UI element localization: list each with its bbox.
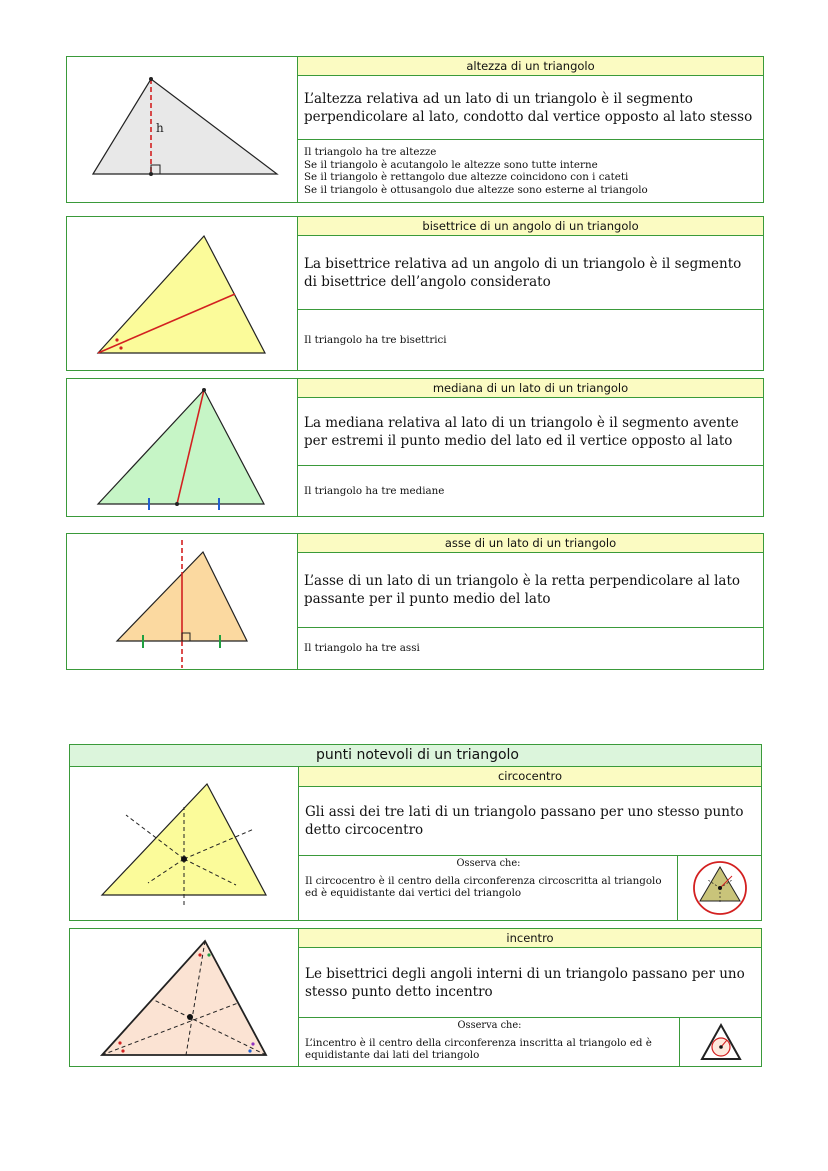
- height-label: h: [156, 121, 164, 135]
- note-text: Il circocentro è il centro della circonferenza circoscritta al triangolo ed è equidistante dai vertici del triangolo: [305, 874, 662, 899]
- altezza-figure: [67, 57, 298, 202]
- altezza-definition: L’altezza relativa ad un lato di un triangolo è il segmento perpendicolare al lato, condotto dal vertice opposto al lato stesso: [298, 76, 763, 140]
- note-line: Il triangolo ha tre mediane: [304, 484, 445, 497]
- asse-text: [298, 534, 763, 669]
- mediana-notes: [298, 466, 763, 516]
- note-line: Il triangolo ha tre altezze: [304, 146, 437, 158]
- note-line: Il triangolo ha tre bisettrici: [304, 333, 447, 346]
- altezza-header: altezza di un triangolo: [298, 57, 763, 76]
- card-mediana: [66, 378, 764, 517]
- note-line: Il triangolo ha tre assi: [304, 642, 420, 655]
- card-incentro: [69, 928, 762, 1067]
- circocentro-figure: [70, 767, 299, 920]
- incentro-header: incentro: [299, 929, 761, 948]
- observe-label: Osserva che:: [456, 858, 521, 869]
- section-title: punti notevoli di un triangolo: [69, 744, 762, 767]
- asse-definition: L’asse di un lato di un triangolo è la retta perpendicolare al lato passante per il punto medio del lato: [298, 553, 763, 628]
- bisettrice-text: [298, 217, 763, 370]
- bisettrice-triangle: [98, 236, 265, 353]
- mediana-header: mediana di un lato di un triangolo: [298, 379, 763, 398]
- bisettrice-definition: La bisettrice relativa ad un angolo di un triangolo è il segmento di bisettrice dell’angolo considerato: [298, 236, 763, 310]
- bisettrice-figure: [67, 217, 298, 370]
- incircle-thumbnail: [679, 1018, 761, 1066]
- mediana-figure: [67, 379, 298, 516]
- card-asse: [66, 533, 764, 670]
- circocentro-header: circocentro: [299, 767, 761, 787]
- card-circocentro: [69, 767, 762, 921]
- incentro-text: [299, 929, 761, 1066]
- asse-notes: [298, 628, 763, 669]
- circocentro-triangle: [102, 784, 266, 895]
- circumcenter-point: [181, 856, 187, 862]
- circumcircle-thumbnail: [677, 856, 761, 920]
- mediana-definition: La mediana relativa al lato di un triangolo è il segmento avente per estremi il punto medio del lato ed il vertice opposto al lato: [298, 398, 763, 466]
- note-line: Se il triangolo è acutangolo le altezze sono tutte interne: [304, 158, 598, 171]
- card-bisettrice: [66, 216, 764, 371]
- note-text: L’incentro è il centro della circonferenza inscritta al triangolo ed è equidistante dai lati del triangolo: [305, 1036, 652, 1061]
- circocentro-definition: Gli assi dei tre lati di un triangolo passano per uno stesso punto detto circocentro: [299, 787, 761, 856]
- note-line: Se il triangolo è ottusangolo due altezze sono esterne al triangolo: [304, 183, 648, 196]
- incenter-point: [187, 1014, 193, 1020]
- incentro-notes: [299, 1018, 680, 1066]
- note-line: Se il triangolo è rettangolo due altezze coincidono con i cateti: [304, 171, 629, 183]
- bisettrice-header: bisettrice di un angolo di un triangolo: [298, 217, 763, 236]
- circocentro-notes: [299, 856, 678, 920]
- altezza-triangle: [93, 79, 277, 174]
- observe-label: Osserva che:: [457, 1020, 522, 1031]
- asse-header: asse di un lato di un triangolo: [298, 534, 763, 553]
- incentro-figure: [70, 929, 299, 1066]
- bisettrice-notes: [298, 310, 763, 370]
- altezza-notes: [298, 140, 763, 202]
- altezza-text: [298, 57, 763, 202]
- asse-figure: [67, 534, 298, 669]
- incentro-triangle: [102, 941, 266, 1055]
- circocentro-text: [299, 767, 761, 920]
- mediana-text: [298, 379, 763, 516]
- incentro-definition: Le bisettrici degli angoli interni di un triangolo passano per uno stesso punto detto incentro: [299, 948, 761, 1018]
- card-altezza: [66, 56, 764, 203]
